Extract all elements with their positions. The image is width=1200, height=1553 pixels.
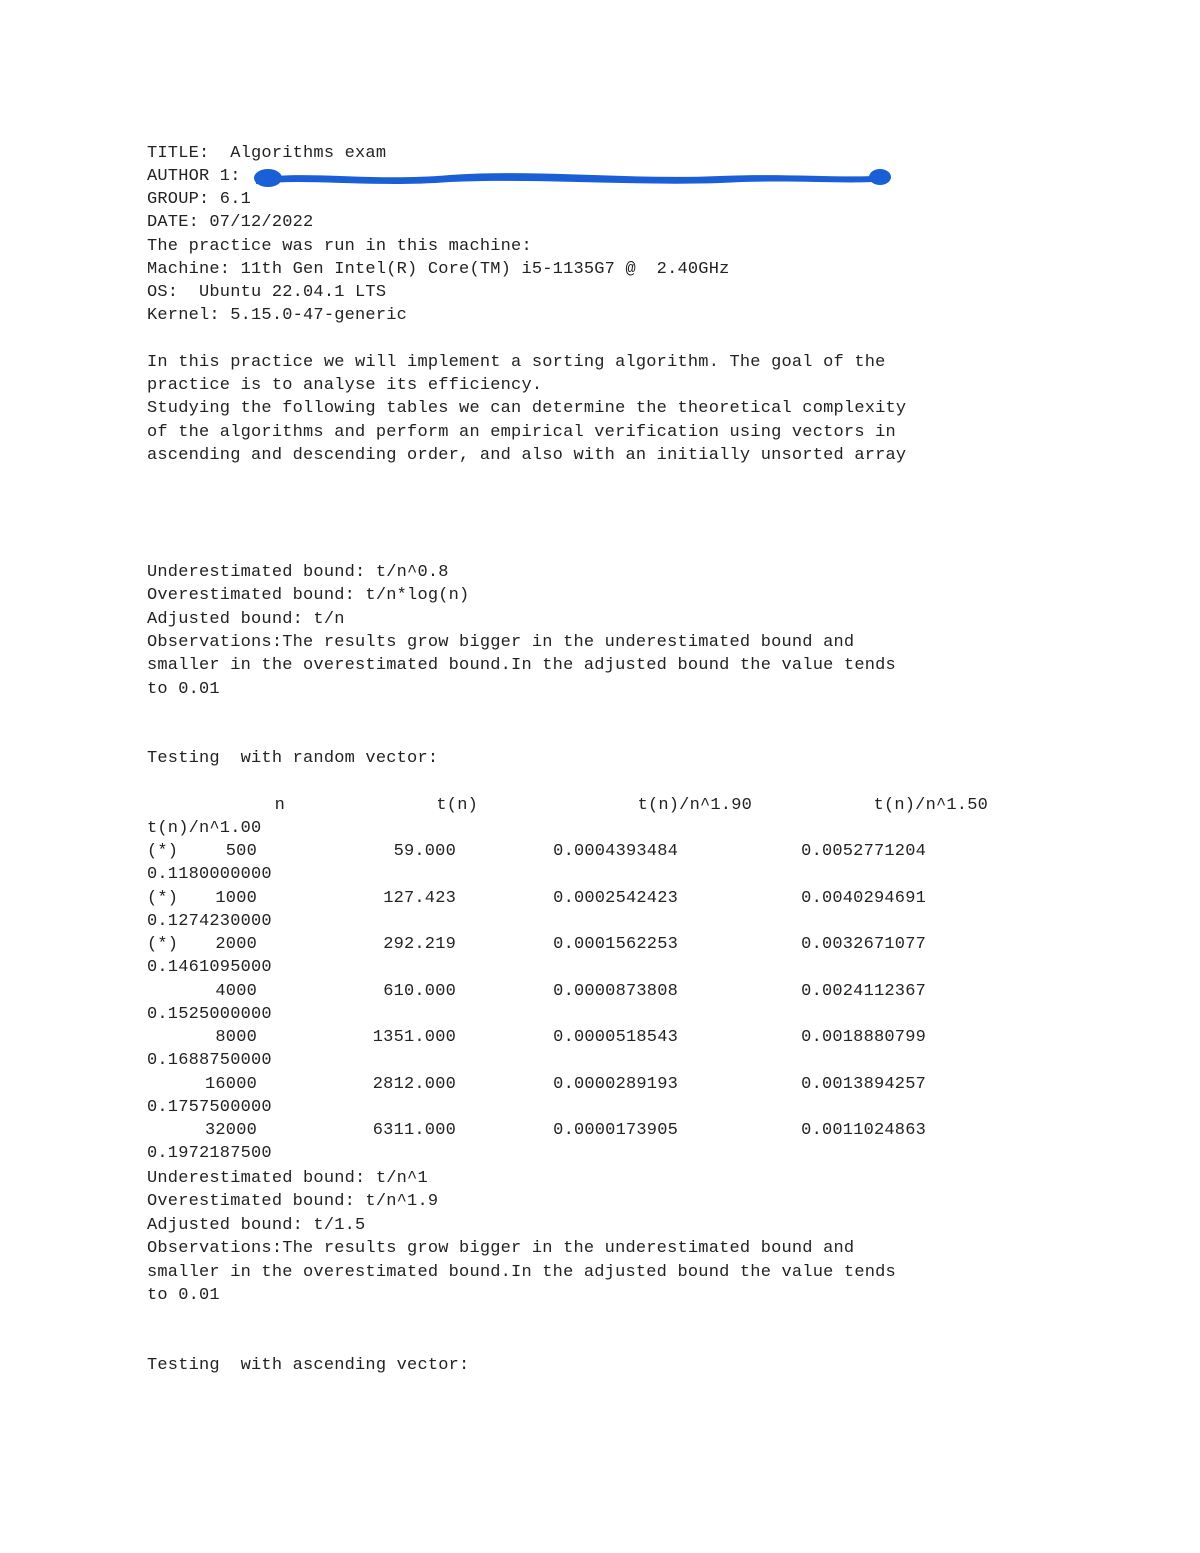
kernel-line: Kernel: 5.15.0-47-generic: [147, 306, 408, 325]
underestimated-bound: Underestimated bound: t/n^1: [147, 1169, 428, 1188]
observations-line: Observations:The results grow bigger in the underestimated bound and: [147, 1239, 855, 1258]
cell-c1: 0.0000173905: [553, 1121, 678, 1140]
doc-title: TITLE: Algorithms exam: [147, 144, 387, 163]
row-mark: (*): [147, 889, 179, 908]
intro-line: practice is to analyse its efficiency.: [147, 376, 543, 395]
row-mark: (*): [147, 935, 179, 954]
cell-c1: 0.0001562253: [553, 935, 678, 954]
cell-n: 500: [225, 842, 257, 861]
os-line: OS: Ubuntu 22.04.1 LTS: [147, 283, 387, 302]
column-header-c1: t(n)/n^1.90: [637, 796, 752, 815]
cell-c1: 0.0002542423: [553, 889, 678, 908]
ascending-test-heading: Testing with ascending vector:: [147, 1356, 470, 1375]
group-line: GROUP: 6.1: [147, 190, 252, 209]
observations-line: Observations:The results grow bigger in the underestimated bound and: [147, 633, 855, 652]
cell-c3: 0.1525000000: [147, 1005, 272, 1024]
overestimated-bound: Overestimated bound: t/n*log(n): [147, 586, 470, 605]
column-header-c3: t(n)/n^1.00: [147, 819, 262, 838]
cell-n: 8000: [215, 1028, 257, 1047]
overestimated-bound: Overestimated bound: t/n^1.9: [147, 1192, 439, 1211]
cell-c2: 0.0040294691: [801, 889, 926, 908]
observations-line: to 0.01: [147, 1286, 220, 1305]
adjusted-bound: Adjusted bound: t/1.5: [147, 1216, 366, 1235]
cell-c3: 0.1180000000: [147, 865, 272, 884]
intro-line: of the algorithms and perform an empirical verification using vectors in: [147, 423, 896, 442]
column-header-n: n: [274, 796, 285, 815]
cell-c2: 0.0052771204: [801, 842, 926, 861]
cell-c2: 0.0011024863: [801, 1121, 926, 1140]
machine-intro: The practice was run in this machine:: [147, 237, 532, 256]
cell-c2: 0.0032671077: [801, 935, 926, 954]
cell-c3: 0.1972187500: [147, 1144, 272, 1163]
cell-c1: 0.0000873808: [553, 982, 678, 1001]
cell-n: 16000: [204, 1075, 257, 1094]
machine-line: Machine: 11th Gen Intel(R) Core(TM) i5-1135G7 @ 2.40GHz: [147, 260, 730, 279]
column-header-c2: t(n)/n^1.50: [873, 796, 988, 815]
cell-c1: 0.0000518543: [553, 1028, 678, 1047]
cell-n: 2000: [215, 935, 257, 954]
cell-n: 1000: [215, 889, 257, 908]
cell-c2: 0.0018880799: [801, 1028, 926, 1047]
observations-line: smaller in the overestimated bound.In the adjusted bound the value tends: [147, 1263, 896, 1282]
observations-line: to 0.01: [147, 680, 220, 699]
cell-c1: 0.0000289193: [553, 1075, 678, 1094]
cell-c3: 0.1688750000: [147, 1051, 272, 1070]
cell-c2: 0.0013894257: [801, 1075, 926, 1094]
underestimated-bound: Underestimated bound: t/n^0.8: [147, 563, 449, 582]
cell-t: 59.000: [393, 842, 456, 861]
date-line: DATE: 07/12/2022: [147, 213, 314, 232]
cell-c3: 0.1274230000: [147, 912, 272, 931]
cell-t: 292.219: [383, 935, 456, 954]
column-header-t: t(n): [436, 796, 478, 815]
random-test-heading: Testing with random vector:: [147, 749, 439, 768]
cell-t: 2812.000: [372, 1075, 456, 1094]
cell-t: 610.000: [383, 982, 456, 1001]
observations-line: smaller in the overestimated bound.In the adjusted bound the value tends: [147, 656, 896, 675]
cell-t: 6311.000: [372, 1121, 456, 1140]
author-line: AUTHOR 1:: [147, 167, 241, 186]
cell-n: 4000: [215, 982, 257, 1001]
intro-line: Studying the following tables we can determine the theoretical complexity: [147, 399, 907, 418]
row-mark: (*): [147, 842, 179, 861]
cell-c2: 0.0024112367: [801, 982, 926, 1001]
cell-t: 1351.000: [372, 1028, 456, 1047]
cell-c3: 0.1461095000: [147, 958, 272, 977]
cell-c3: 0.1757500000: [147, 1098, 272, 1117]
cell-c1: 0.0004393484: [553, 842, 678, 861]
intro-line: ascending and descending order, and also with an initially unsorted array: [147, 446, 907, 465]
redaction-scribble: [250, 164, 893, 190]
adjusted-bound: Adjusted bound: t/n: [147, 610, 345, 629]
cell-n: 32000: [204, 1121, 257, 1140]
cell-t: 127.423: [383, 889, 456, 908]
intro-line: In this practice we will implement a sorting algorithm. The goal of the: [147, 353, 886, 372]
